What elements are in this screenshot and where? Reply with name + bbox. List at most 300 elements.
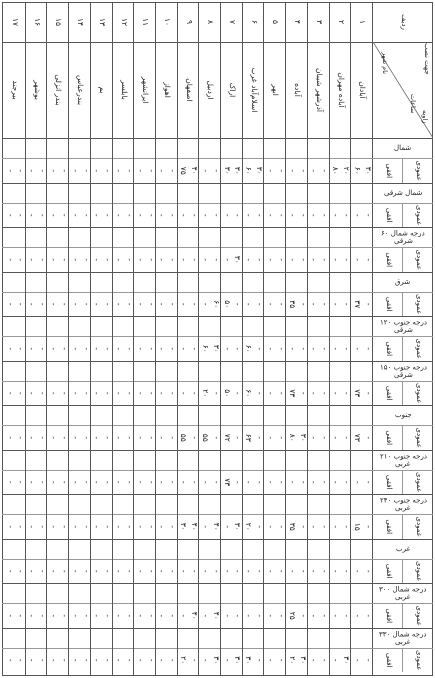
cell-vertical-value: - (103, 258, 113, 262)
cell-horizontal-value: - (331, 436, 341, 440)
cell-vertical-value: - (103, 347, 113, 351)
cell-horizontal-value: - (27, 480, 37, 484)
cell-horizontal-value: - (266, 436, 276, 440)
cell-horizontal-value: - (309, 569, 319, 573)
cell-vertical-value: - (298, 258, 308, 262)
row-number: ۱۴ (76, 17, 86, 27)
cell-vertical-value: - (320, 347, 330, 351)
cell-horizontal-value: - (200, 258, 210, 262)
cell-vertical-value: - (103, 525, 113, 529)
cell-horizontal-value: ۷۳ (352, 433, 362, 442)
cell-vertical-value: - (233, 569, 243, 573)
cell-vertical-value: - (255, 436, 265, 440)
cell-vertical-value: - (255, 525, 265, 529)
cell-horizontal-value: - (352, 258, 362, 262)
cell-horizontal-value: - (331, 525, 341, 529)
cell-horizontal-value: - (287, 258, 297, 262)
cell-vertical-value: - (16, 258, 26, 262)
cell-horizontal-value: - (244, 480, 254, 484)
header-hour-label: ساعات (409, 94, 417, 114)
cell-horizontal-value: - (244, 569, 254, 573)
direction-label-10: غرب (395, 544, 411, 553)
cell-horizontal-value: - (5, 213, 15, 217)
cell-horizontal-value: - (244, 614, 254, 618)
cell-vertical-value: ۳۰ (211, 344, 221, 353)
cell-vertical-value: - (190, 347, 200, 351)
cell-vertical-value: - (124, 347, 134, 351)
cell-vertical-value: - (320, 169, 330, 173)
cell-horizontal-value: - (200, 658, 210, 662)
cell-horizontal-value: - (5, 658, 15, 662)
cell-vertical-value: - (190, 436, 200, 440)
city-name: اصفهان (184, 78, 194, 102)
direction-block-divider-3 (2, 272, 433, 273)
city-name: ابهر (271, 84, 281, 96)
sub-header-vertical-1: عمودی (414, 160, 423, 181)
cell-vertical-value: - (320, 614, 330, 618)
cell-vertical-value: - (363, 347, 373, 351)
cell-vertical-value: - (59, 213, 69, 217)
cell-vertical-value: - (59, 480, 69, 484)
cell-vertical-value: - (276, 391, 286, 395)
cell-vertical-value: - (190, 391, 200, 395)
cell-vertical-value: - (124, 525, 134, 529)
cell-horizontal-value: - (135, 258, 145, 262)
cell-vertical-value: - (342, 391, 351, 395)
cell-horizontal-value: - (70, 213, 80, 217)
sub-header-split-3 (402, 247, 403, 272)
cell-vertical-value: - (255, 658, 265, 662)
cell-vertical-value: - (233, 302, 243, 306)
cell-horizontal-value: ۳۰ (222, 166, 232, 175)
cell-vertical-value: - (59, 258, 69, 262)
sub-header-horizontal-4: افقی (384, 296, 393, 312)
cell-vertical-value: - (320, 569, 330, 573)
cell-horizontal-value: ۲۰ (244, 522, 254, 531)
cell-horizontal-value: - (135, 302, 145, 306)
row-number: ۵ (271, 19, 281, 25)
direction-label-4: شرق (395, 277, 411, 286)
city-name: بندرعباس (76, 74, 86, 106)
cell-horizontal-value: ۲۰ (287, 656, 297, 665)
cell-vertical-value: - (81, 614, 91, 618)
cell-horizontal-value: ۶۰ (244, 344, 254, 353)
cell-horizontal-value: - (309, 525, 319, 529)
cell-vertical-value: - (320, 525, 330, 529)
cell-vertical-value: - (320, 213, 330, 217)
cell-vertical-value: ۴۰ (190, 166, 200, 175)
cell-horizontal-value: - (114, 436, 124, 440)
cell-horizontal-value: - (287, 169, 297, 173)
cell-vertical-value: - (342, 302, 351, 306)
cell-horizontal-value: - (135, 169, 145, 173)
cell-vertical-value: - (103, 302, 113, 306)
sub-header-horizontal-1: افقی (384, 163, 393, 179)
cell-horizontal-value: ۲۰ (200, 389, 210, 398)
cell-vertical-value: - (363, 436, 373, 440)
cell-horizontal-value: - (309, 169, 319, 173)
cell-horizontal-value: - (222, 213, 232, 217)
direction-label-6: ۱۵۰ درجه جنوب شرقی (379, 362, 427, 379)
cell-vertical-value: - (103, 391, 113, 395)
cell-vertical-value: - (81, 525, 91, 529)
sub-header-split-12 (402, 648, 403, 673)
sub-header-split-8 (402, 470, 403, 495)
cell-vertical-value: - (211, 436, 221, 440)
row-number: ۳ (314, 19, 324, 25)
cell-vertical-value: ۶۰ (211, 300, 221, 309)
cell-vertical-value: ۴۰ (211, 611, 221, 620)
cell-vertical-value: - (276, 480, 286, 484)
cell-horizontal-value: - (48, 347, 58, 351)
cell-vertical-value: - (16, 569, 26, 573)
cell-vertical-value: - (342, 347, 351, 351)
sub-header-horizontal-10: افقی (384, 563, 393, 579)
cell-horizontal-value: - (266, 480, 276, 484)
cell-vertical-value: - (124, 169, 134, 173)
cell-vertical-value: - (38, 480, 48, 484)
cell-horizontal-value: - (157, 213, 167, 217)
cell-horizontal-value: - (5, 569, 15, 573)
cell-vertical-value: ۳۰ (211, 656, 221, 665)
cell-horizontal-value: - (5, 258, 15, 262)
cell-vertical-value: - (363, 480, 373, 484)
cell-vertical-value: - (16, 480, 26, 484)
direction-block-divider-4 (2, 316, 433, 317)
city-name: بم (97, 86, 107, 94)
row-number-header: ردیف (399, 14, 408, 30)
cell-horizontal-value: - (331, 391, 341, 395)
sub-header-horizontal-5: افقی (384, 341, 393, 357)
cell-vertical-value: - (59, 436, 69, 440)
cell-horizontal-value: - (27, 436, 37, 440)
direction-block-divider-1 (2, 183, 433, 184)
sub-header-horizontal-3: افقی (384, 252, 393, 268)
cell-vertical-value: - (16, 302, 26, 306)
cell-vertical-value: - (320, 391, 330, 395)
city-name-divider (2, 138, 433, 139)
cell-horizontal-value: - (179, 614, 189, 618)
cell-horizontal-value: - (114, 258, 124, 262)
cell-horizontal-value: - (266, 569, 276, 573)
cell-vertical-value: - (38, 347, 48, 351)
cell-horizontal-value: - (266, 614, 276, 618)
cell-vertical-value: - (146, 213, 156, 217)
row-number: ۱۳ (97, 17, 107, 27)
row-number: ۸ (206, 19, 216, 25)
cell-horizontal-value: - (309, 258, 319, 262)
cell-vertical-value: - (363, 658, 373, 662)
cell-horizontal-value: ۷۵ (179, 166, 189, 175)
cell-horizontal-value: - (92, 480, 102, 484)
cell-horizontal-value: - (157, 391, 167, 395)
cell-vertical-value: - (255, 258, 265, 262)
cell-vertical-value: - (320, 302, 330, 306)
cell-vertical-value: - (211, 213, 221, 217)
cell-horizontal-value: - (309, 436, 319, 440)
cell-vertical-value: - (276, 614, 286, 618)
cell-vertical-value: - (233, 213, 243, 217)
direction-label-2: شمال شرقی (383, 188, 423, 197)
cell-horizontal-value: - (92, 169, 102, 173)
cell-horizontal-value: - (244, 302, 254, 306)
cell-vertical-value: - (81, 480, 91, 484)
direction-block-divider-5 (2, 361, 433, 362)
cell-horizontal-value: - (48, 614, 58, 618)
cell-vertical-value: ۴۰ (190, 522, 200, 531)
cell-horizontal-value: - (157, 169, 167, 173)
cell-vertical-value: - (81, 302, 91, 306)
cell-vertical-value: - (363, 569, 373, 573)
cell-horizontal-value: - (114, 525, 124, 529)
cell-horizontal-value: - (222, 569, 232, 573)
cell-horizontal-value: - (179, 391, 189, 395)
cell-horizontal-value: - (222, 658, 232, 662)
direction-block-divider-6 (2, 405, 433, 406)
row-number: ۱ (358, 19, 368, 25)
cell-vertical-value: - (81, 569, 91, 573)
cell-horizontal-value: - (157, 480, 167, 484)
cell-horizontal-value: - (70, 614, 80, 618)
cell-vertical-value: - (255, 391, 265, 395)
cell-horizontal-value: ۷۲ (222, 433, 232, 442)
cell-vertical-value: - (146, 347, 156, 351)
cell-horizontal-value: - (114, 569, 124, 573)
cell-horizontal-value: - (70, 258, 80, 262)
cell-vertical-value: ۳۰ (255, 166, 265, 175)
cell-horizontal-value: ۳۵ (287, 300, 297, 309)
cell-horizontal-value: - (179, 302, 189, 306)
cell-horizontal-value: - (135, 480, 145, 484)
direction-label-8: ۲۱۰ درجه جنوب غربی (379, 451, 427, 468)
cell-horizontal-value: - (48, 258, 58, 262)
cell-horizontal-value: - (179, 480, 189, 484)
city-name: اراک (228, 82, 238, 98)
cell-horizontal-value: - (70, 169, 80, 173)
cell-horizontal-value: - (92, 436, 102, 440)
cell-horizontal-value: - (70, 658, 80, 662)
sub-header-split-2 (402, 203, 403, 228)
city-name: اردبیل (206, 80, 216, 100)
cell-vertical-value: - (342, 258, 351, 262)
cell-horizontal-value: - (352, 614, 362, 618)
cell-vertical-value: - (81, 347, 91, 351)
cell-horizontal-value: - (266, 302, 276, 306)
cell-horizontal-value: - (92, 258, 102, 262)
cell-horizontal-value: - (331, 302, 341, 306)
cell-horizontal-value: - (200, 480, 210, 484)
cell-vertical-value: - (276, 525, 286, 529)
cell-vertical-value: - (124, 213, 134, 217)
city-name: اهواز (162, 82, 172, 98)
cell-horizontal-value: - (222, 525, 232, 529)
sub-header-vertical-11: عمودی (414, 605, 423, 626)
cell-horizontal-value: - (309, 658, 319, 662)
cell-horizontal-value: - (92, 347, 102, 351)
cell-vertical-value: - (320, 480, 330, 484)
cell-horizontal-value: - (114, 347, 124, 351)
cell-horizontal-value: - (179, 258, 189, 262)
cell-vertical-value: - (59, 525, 69, 529)
cell-vertical-value: - (363, 614, 373, 618)
cell-vertical-value: - (124, 258, 134, 262)
cell-horizontal-value: - (135, 391, 145, 395)
cell-horizontal-value: - (266, 391, 276, 395)
cell-vertical-value: ۴۰ (190, 611, 200, 620)
cell-horizontal-value: ۱۵ (352, 522, 362, 531)
cell-horizontal-value: - (200, 302, 210, 306)
cell-vertical-value: - (342, 213, 351, 217)
cell-vertical-value: - (59, 169, 69, 173)
cell-horizontal-value: - (27, 347, 37, 351)
cell-horizontal-value: - (266, 347, 276, 351)
cell-horizontal-value: ۵۰ (222, 300, 232, 309)
cell-vertical-value: - (190, 480, 200, 484)
cell-vertical-value: - (276, 258, 286, 262)
cell-vertical-value: ۳۰ (298, 433, 308, 442)
cell-vertical-value: - (168, 302, 178, 306)
cell-horizontal-value: - (92, 525, 102, 529)
cell-vertical-value: - (190, 302, 200, 306)
cell-horizontal-value: - (331, 569, 341, 573)
cell-horizontal-value: - (179, 213, 189, 217)
cell-horizontal-value: - (157, 614, 167, 618)
cell-vertical-value: - (363, 302, 373, 306)
cell-horizontal-value: - (114, 169, 124, 173)
sub-header-horizontal-7: افقی (384, 430, 393, 446)
sub-header-split-9 (402, 514, 403, 539)
cell-horizontal-value: - (331, 347, 341, 351)
cell-vertical-value: - (38, 213, 48, 217)
cell-vertical-value: - (81, 258, 91, 262)
cell-horizontal-value: - (92, 614, 102, 618)
row-number: ۴ (293, 19, 303, 25)
cell-vertical-value: - (168, 213, 178, 217)
cell-horizontal-value: - (135, 436, 145, 440)
cell-horizontal-value: - (222, 614, 232, 618)
city-name: آبادان (358, 81, 368, 99)
cell-horizontal-value: - (70, 347, 80, 351)
cell-vertical-value: - (124, 569, 134, 573)
cell-vertical-value: - (124, 391, 134, 395)
cell-horizontal-value: - (222, 347, 232, 351)
cell-vertical-value: - (81, 213, 91, 217)
header-angle-label: زاویه (421, 110, 429, 124)
cell-vertical-value: - (233, 614, 243, 618)
cell-vertical-value: - (16, 213, 26, 217)
cell-horizontal-value: - (48, 658, 58, 662)
cell-horizontal-value: - (5, 525, 15, 529)
cell-horizontal-value: - (70, 436, 80, 440)
cell-vertical-value: - (233, 347, 243, 351)
cell-horizontal-value: - (48, 569, 58, 573)
cell-vertical-value: - (103, 614, 113, 618)
cell-vertical-value: - (59, 391, 69, 395)
cell-horizontal-value: - (114, 614, 124, 618)
cell-vertical-value: - (59, 569, 69, 573)
cell-horizontal-value: - (48, 480, 58, 484)
cell-vertical-value: - (81, 391, 91, 395)
cell-vertical-value: - (298, 302, 308, 306)
cell-horizontal-value: - (135, 658, 145, 662)
cell-horizontal-value: - (200, 525, 210, 529)
cell-vertical-value: - (16, 525, 26, 529)
cell-vertical-value: ۳۰ (233, 166, 243, 175)
sub-header-split-1 (402, 158, 403, 183)
sub-header-split-10 (402, 559, 403, 584)
cell-horizontal-value: - (157, 569, 167, 573)
cell-vertical-value: - (255, 614, 265, 618)
row-number: ۱۰ (162, 17, 172, 27)
cell-vertical-value: - (255, 480, 265, 484)
cell-vertical-value: ۳۰ (342, 656, 351, 665)
row-number: ۱۲ (119, 17, 129, 27)
cell-horizontal-value: - (27, 258, 37, 262)
city-name: بیرجند (11, 80, 20, 100)
cell-vertical-value: - (124, 302, 134, 306)
cell-vertical-value: - (168, 480, 178, 484)
cell-horizontal-value: - (179, 569, 189, 573)
cell-vertical-value: - (38, 258, 48, 262)
cell-horizontal-value: - (266, 658, 276, 662)
cell-vertical-value: - (342, 480, 351, 484)
cell-horizontal-value: - (266, 525, 276, 529)
direction-header: جهت نصب (422, 43, 431, 75)
cell-vertical-value: - (124, 614, 134, 618)
cell-horizontal-value: - (244, 258, 254, 262)
cell-horizontal-value: - (27, 658, 37, 662)
cell-vertical-value: - (38, 302, 48, 306)
cell-vertical-value: - (298, 569, 308, 573)
sub-header-horizontal-11: افقی (384, 608, 393, 624)
cell-horizontal-value: - (70, 569, 80, 573)
cell-vertical-value: - (276, 658, 286, 662)
cell-horizontal-value: - (287, 347, 297, 351)
cell-vertical-value: ۲۰ (342, 166, 351, 175)
cell-vertical-value: ۳۰ (363, 166, 373, 175)
cell-horizontal-value: - (92, 658, 102, 662)
cell-horizontal-value: - (200, 614, 210, 618)
sub-header-split-11 (402, 603, 403, 628)
cell-horizontal-value: - (309, 213, 319, 217)
cell-horizontal-value: - (27, 525, 37, 529)
cell-vertical-value: - (320, 436, 330, 440)
row-number: ۱۱ (141, 17, 151, 27)
cell-horizontal-value: - (114, 658, 124, 662)
sub-header-vertical-12: عمودی (414, 650, 423, 671)
cell-horizontal-value: ۷۳ (352, 389, 362, 398)
cell-vertical-value: - (298, 614, 308, 618)
city-name: ایرانشهر (141, 76, 151, 104)
cell-horizontal-value: - (27, 302, 37, 306)
cell-vertical-value: - (276, 213, 286, 217)
cell-vertical-value: - (146, 614, 156, 618)
cell-vertical-value: - (124, 480, 134, 484)
cell-vertical-value: - (233, 480, 243, 484)
cell-horizontal-value: ۶۳ (244, 433, 254, 442)
row-number: ۱۶ (32, 17, 42, 27)
cell-vertical-value: - (320, 258, 330, 262)
cell-vertical-value: - (190, 658, 200, 662)
cell-vertical-value: - (320, 658, 330, 662)
cell-vertical-value: - (276, 169, 286, 173)
cell-horizontal-value: - (114, 213, 124, 217)
direction-block-divider-2 (2, 227, 433, 228)
cell-horizontal-value: - (309, 302, 319, 306)
cell-horizontal-value: - (179, 347, 189, 351)
cell-vertical-value: - (103, 480, 113, 484)
cell-horizontal-value: - (70, 302, 80, 306)
